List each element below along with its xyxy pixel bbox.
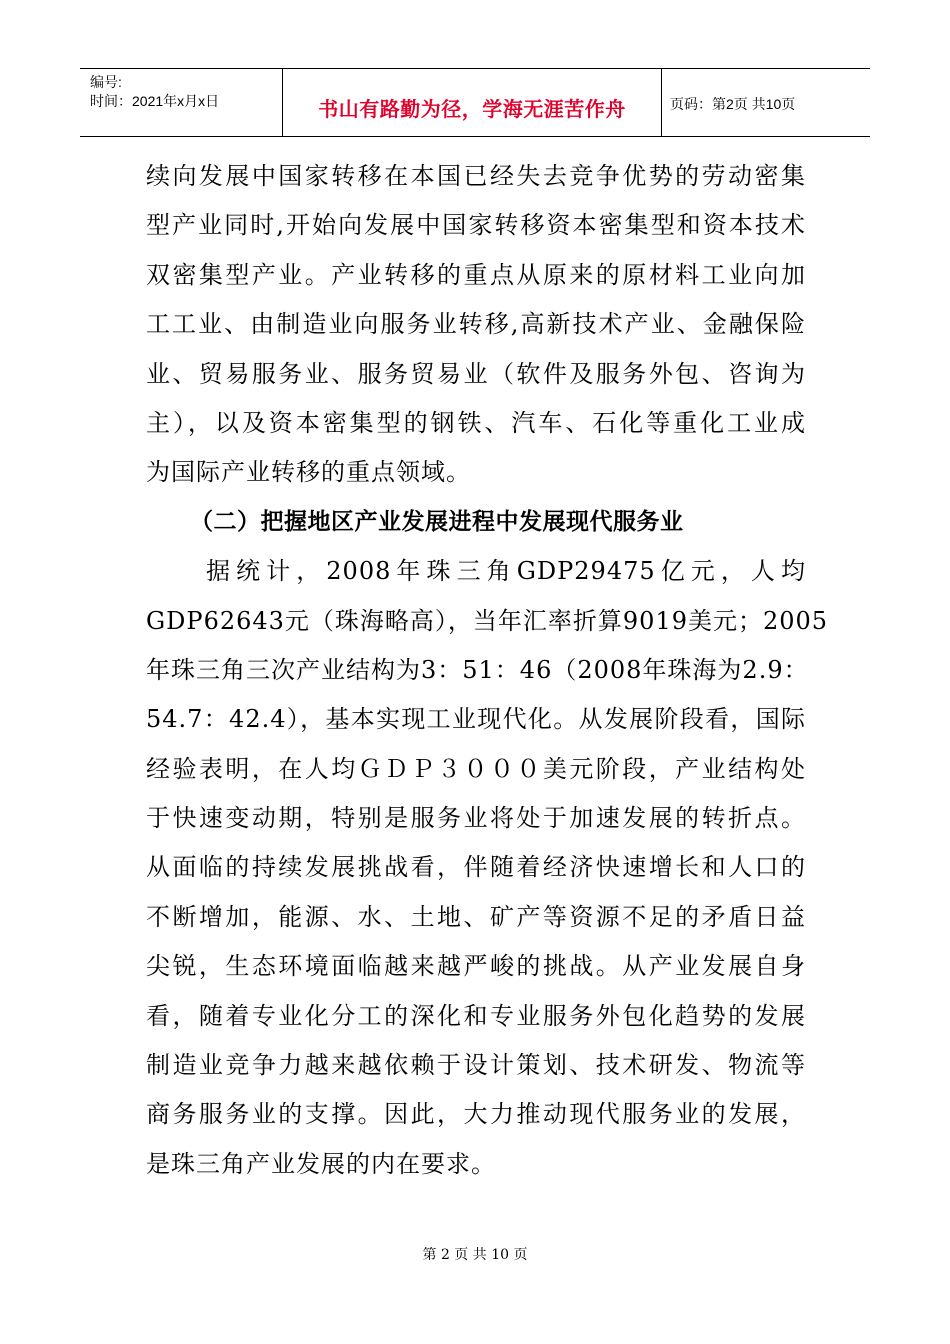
header-page-cell <box>662 69 870 136</box>
section-heading: （二）把握地区产业发展进程中发展现代服务业 <box>190 508 684 535</box>
page-header <box>80 68 870 137</box>
body-line: 商务服务业的支撑。因此，大力推动现代服务业的发展， <box>146 1100 806 1129</box>
body-line: 经验表明，在人均ＧＤＰ３０００美元阶段，产业结构处 <box>146 754 806 783</box>
body-line: 主），以及资本密集型的钢铁、汽车、石化等重化工业成 <box>146 408 806 437</box>
body-line: 业、贸易服务业、服务贸易业（软件及服务外包、咨询为 <box>146 359 806 388</box>
body-line: 制造业竞争力越来越依赖于设计策划、技术研发、物流等 <box>146 1051 806 1080</box>
body-line: 年珠三角三次产业结构为3：51：46（2008年珠海为2.9： <box>146 655 809 684</box>
body-line: 工工业、由制造业向服务业转移,高新技术产业、金融保险 <box>146 310 806 339</box>
header-meta-cell <box>80 69 283 136</box>
body-line: 尖锐，生态环境面临越来越严峻的挑战。从产业发展自身 <box>146 952 806 981</box>
page-footer: 第 2 页 共 10 页 <box>422 1247 528 1263</box>
body-line: 54.7：42.4），基本实现工业现代化。从发展阶段看，国际 <box>146 705 806 734</box>
document-body <box>146 152 829 1189</box>
body-line: 是珠三角产业发展的内在要求。 <box>146 1149 496 1178</box>
body-line: 于快速变动期，特别是服务业将处于加速发展的转折点。 <box>146 804 806 833</box>
body-line: GDP62643元（珠海略高），当年汇率折算9019美元；2005 <box>146 606 829 635</box>
header-page-info: 页码：第2页 共10页 <box>670 96 796 112</box>
number-label: 编号: <box>90 74 122 90</box>
motto-text: 书山有路勤为径，学海无涯苦作舟 <box>318 99 626 121</box>
header-motto-cell <box>283 69 662 136</box>
body-line: 从面临的持续发展挑战看，伴随着经济快速增长和人口的 <box>146 853 806 882</box>
body-line: 据统计，2008年珠三角GDP29475亿元，人均 <box>206 557 806 586</box>
body-line: 为国际产业转移的重点领域。 <box>146 458 471 487</box>
body-line: 看，随着专业化分工的深化和专业服务外包化趋势的发展 <box>146 1001 806 1030</box>
body-line: 不断增加，能源、水、土地、矿产等资源不足的矛盾日益 <box>146 902 806 931</box>
time-label: 时间：2021年x月x日 <box>90 93 220 109</box>
body-line: 续向发展中国家转移在本国已经失去竞争优势的劳动密集 <box>146 162 806 190</box>
body-line: 型产业同时,开始向发展中国家转移资本密集型和资本技术 <box>146 211 806 240</box>
body-line: 双密集型产业。产业转移的重点从原来的原材料工业向加 <box>146 260 806 289</box>
